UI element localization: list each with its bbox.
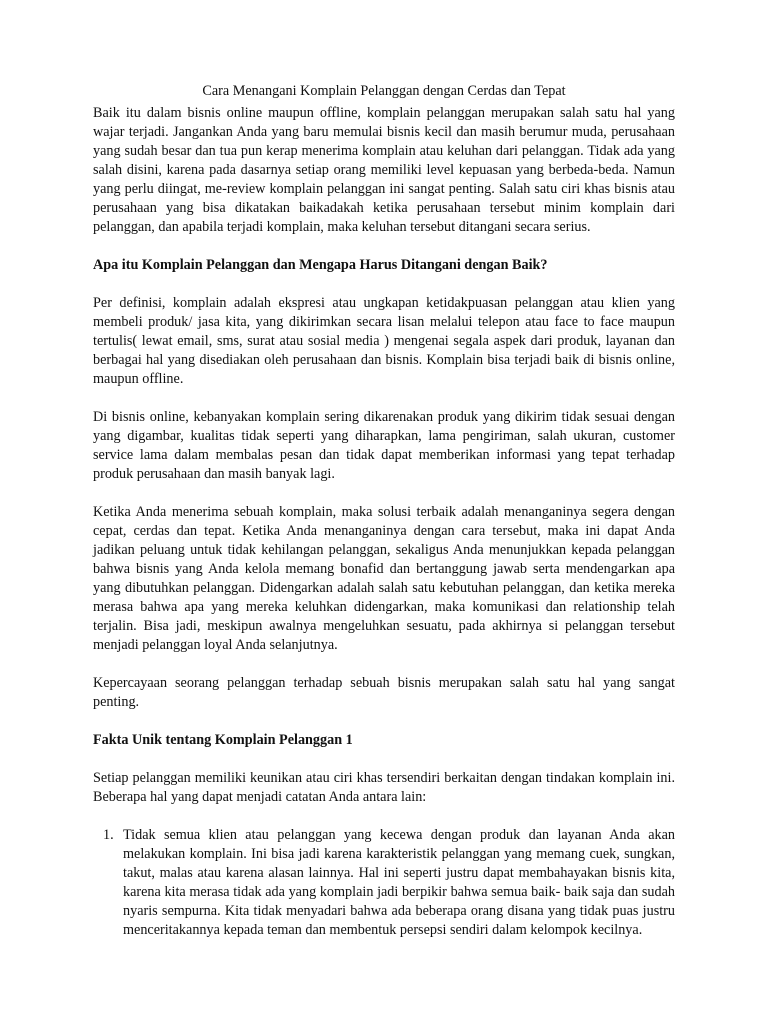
intro-paragraph: Baik itu dalam bisnis online maupun offline, komplain pelanggan merupakan salah satu hal yang wajar terjadi. Jangankan Anda yang baru memulai bisnis kecil dan masih berumur muda, perusahaan yang sudah besar dan tua pun kerap menerima komplain atau keluhan dari pelanggan. Tidak ada yang salah disini, karena pada dasarnya setiap orang memiliki level kepuasan yang berbeda-beda. Namun yang perlu diingat, me-review komplain pelanggan ini sangat penting. Salah satu ciri khas bisnis atau perusahaan yang bisa dikatakan baikadakah ketika perusahaan tersebut minim komplain dari pelanggan, dan apabila terjadi komplain, maka keluhan tersebut ditangani secara serius. xyxy=(93,105,675,235)
paragraph-definisi: Per definisi, komplain adalah ekspresi atau ungkapan ketidakpuasan pelanggan atau klien yang membeli produk/ jasa kita, yang dikirimkan secara lisan melalui telepon atau face to face maupun tertulis( lewat email, sms, surat atau sosial media ) mengenai segala aspek dari produk, layanan dan berbagai hal yang disediakan oleh perusahaan dan bisnis. Komplain bisa terjadi baik di bisnis online, maupun offline. xyxy=(93,295,675,387)
section-heading-komplain: Apa itu Komplain Pelanggan dan Mengapa Harus Ditangani dengan Baik? xyxy=(93,257,548,273)
list-item-number: 1. xyxy=(103,827,114,843)
paragraph-bisnis-online: Di bisnis online, kebanyakan komplain sering dikarenakan produk yang dikirim tidak sesuai dengan yang digambar, kualitas tidak seperti yang diharapkan, lama pengiriman, salah ukuran, customer service lama dalam membalas pesan dan tidak dapat memberikan informasi yang tepat terhadap produk perusahaan dan masih banyak lagi. xyxy=(93,409,675,482)
section-heading-fakta-unik: Fakta Unik tentang Komplain Pelanggan 1 xyxy=(93,732,353,748)
paragraph-kepercayaan: Kepercayaan seorang pelanggan terhadap sebuah bisnis merupakan salah satu hal yang sangat penting. xyxy=(93,675,675,710)
document-title: Cara Menangani Komplain Pelanggan dengan Cerdas dan Tepat xyxy=(202,83,566,99)
document-page xyxy=(93,82,675,940)
fakta-list xyxy=(93,826,675,940)
paragraph-solusi: Ketika Anda menerima sebuah komplain, maka solusi terbaik adalah menanganinya segera dengan cepat, cerdas dan tepat. Ketika Anda menanganinya dengan cara tersebut, maka ini dapat Anda jadikan peluang untuk tidak kehilangan pelanggan, sekaligus Anda menunjukkan kepada pelanggan bahwa bisnis yang Anda kelola memang bonafid dan bertanggung jawab serta mendengarkan apa yang dibutuhkan pelanggan. Didengarkan adalah salah satu kebutuhan pelanggan, dan ketika mereka merasa bahwa apa yang mereka keluhkan didengarkan, maka komunikasi dan relationship telah terjalin. Bisa jadi, meskipun awalnya mengeluhkan sesuatu, pada akhirnya si pelanggan tersebut menjadi pelanggan loyal Anda selanjutnya. xyxy=(93,504,675,653)
list-item xyxy=(93,826,675,940)
list-item-text: Tidak semua klien atau pelanggan yang kecewa dengan produk dan layanan Anda akan melakukan komplain. Ini bisa jadi karena karakteristik pelanggan yang memang cuek, sungkan, takut, malas atau karena alasan lainnya. Hal ini seperti justru dapat membahayakan bisnis kita, karena kita merasa tidak ada yang komplain jadi berpikir bahwa semua baik- baik saja dan sudah nyaris sempurna. Kita tidak menyadari bahwa ada beberapa orang disana yang tidak puas justru menceritakannya kepada teman dan membentuk persepsi sendiri dalam kelompok kecilnya. xyxy=(123,827,675,938)
paragraph-keunikan: Setiap pelanggan memiliki keunikan atau ciri khas tersendiri berkaitan dengan tindakan komplain ini. Beberapa hal yang dapat menjadi catatan Anda antara lain: xyxy=(93,770,675,805)
